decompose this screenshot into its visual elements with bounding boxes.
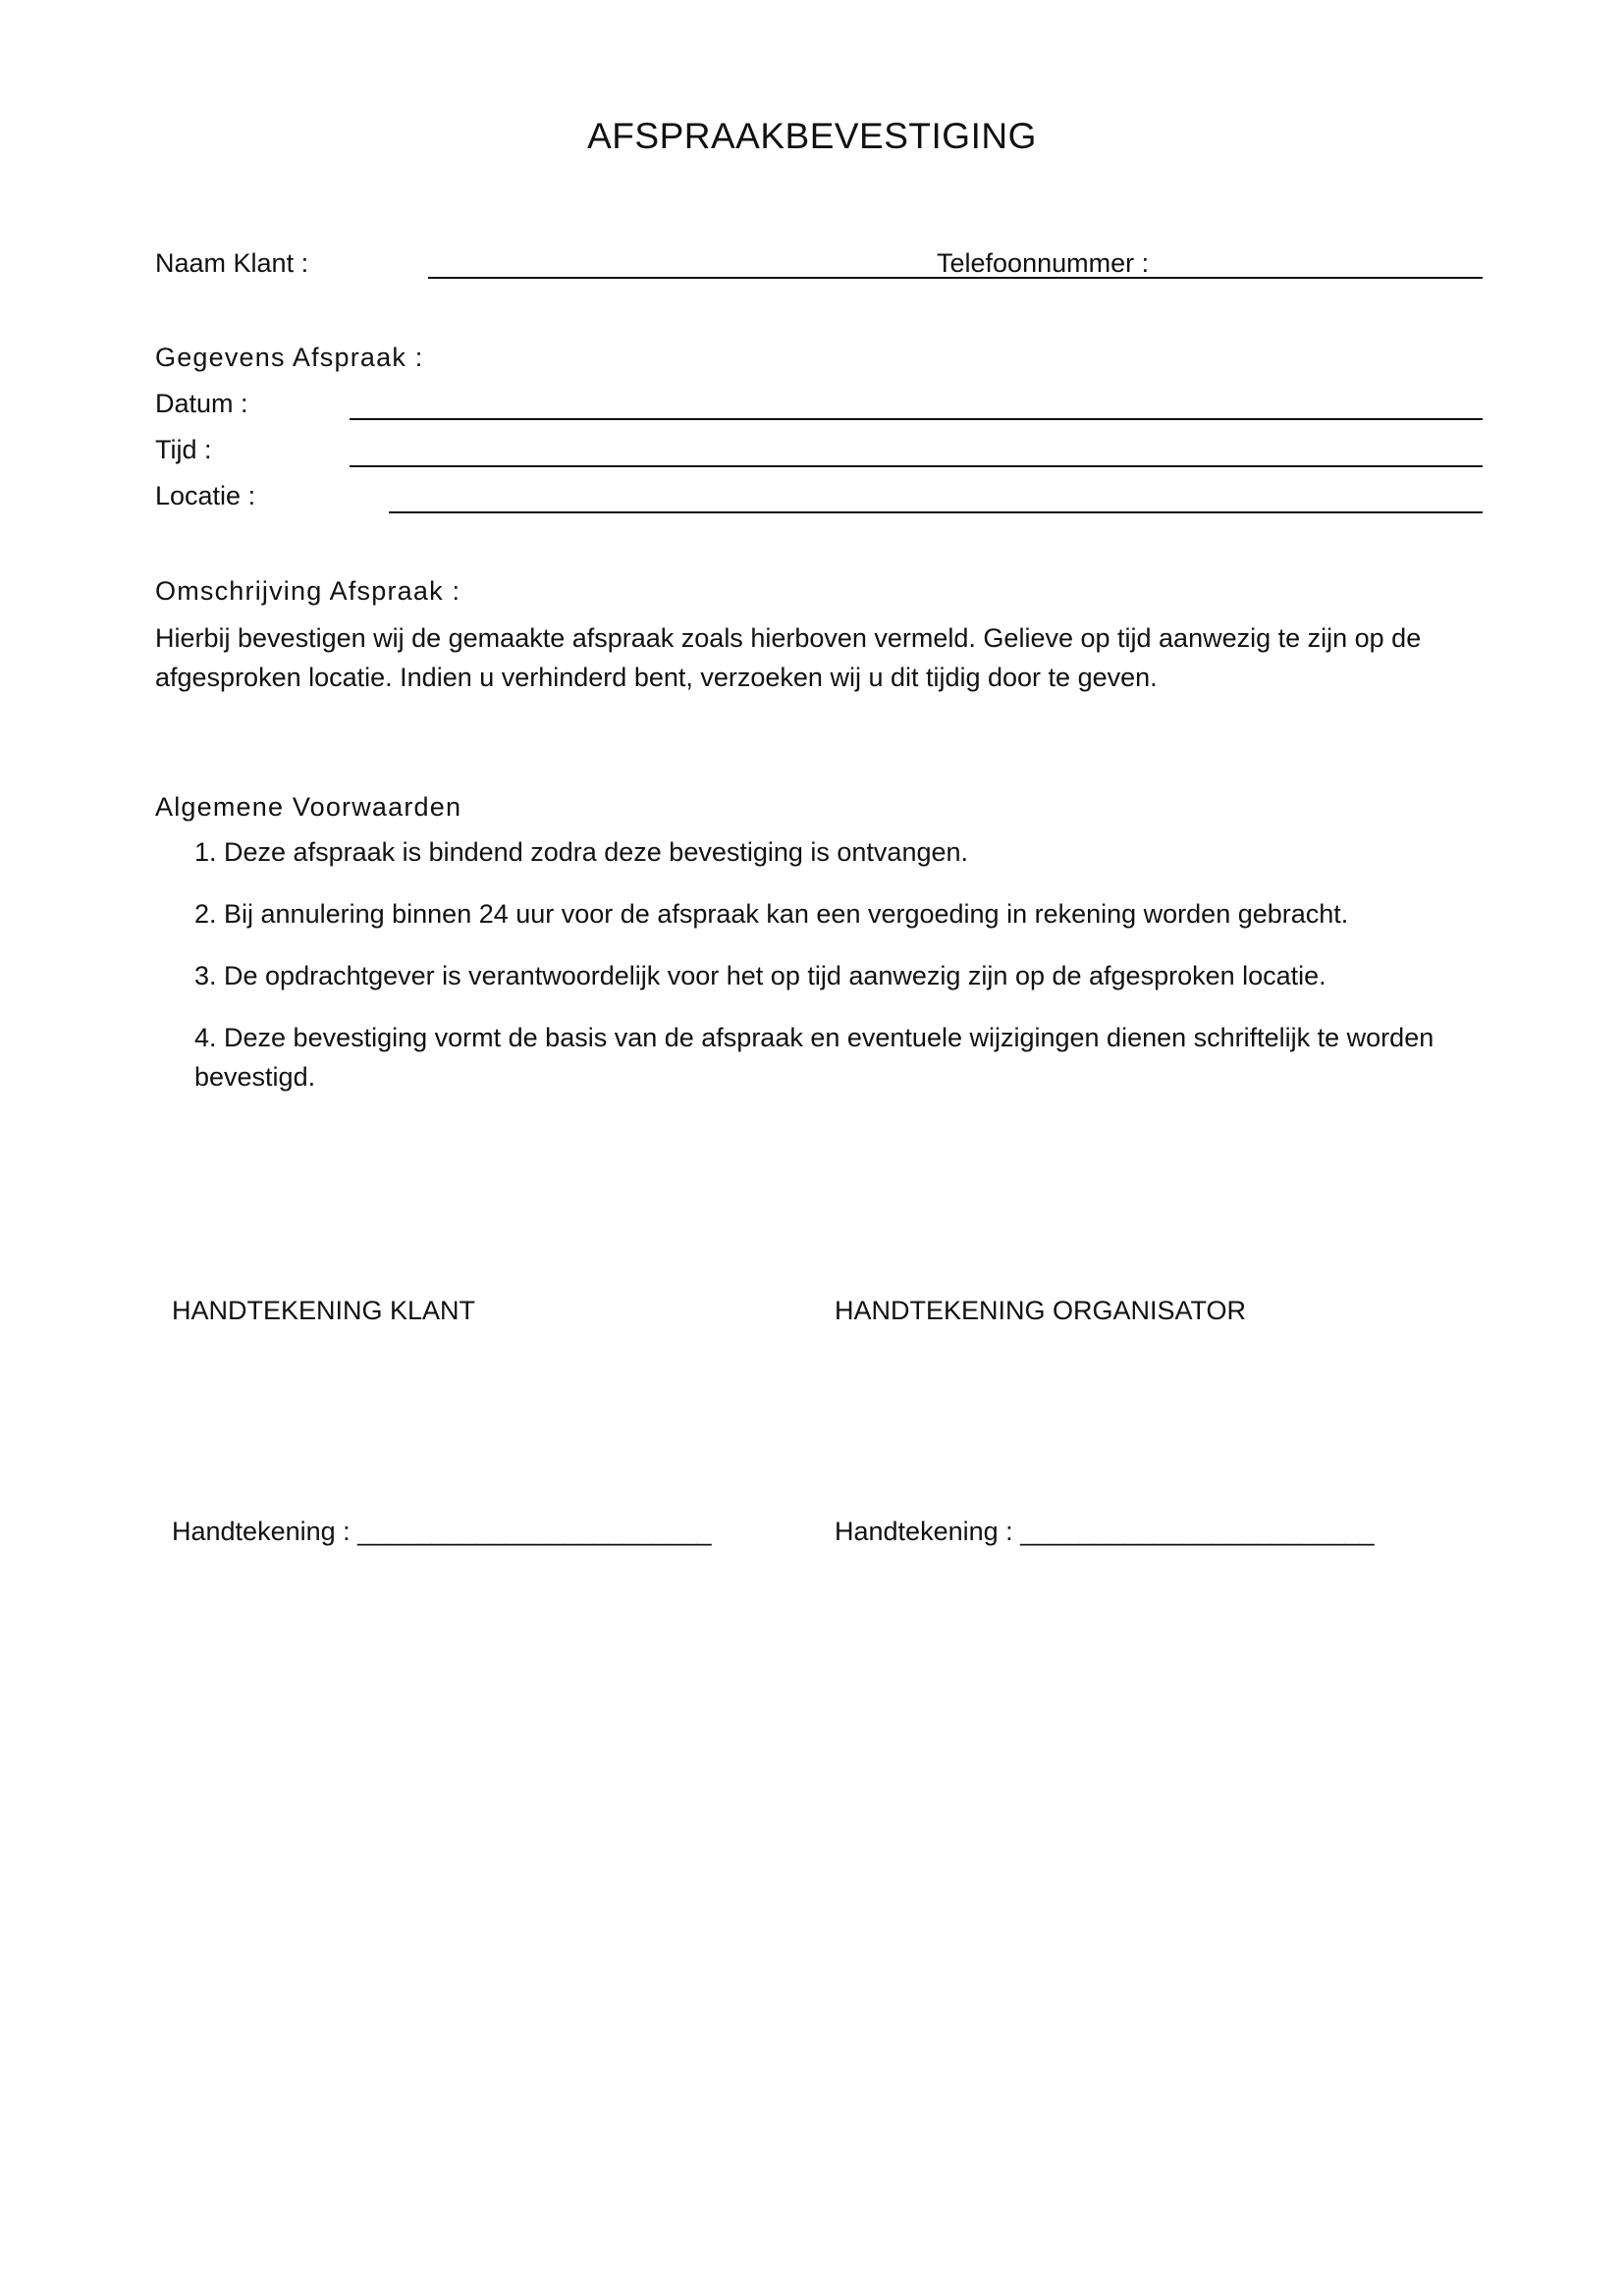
client-signature-heading: HANDTEKENING KLANT xyxy=(172,1296,476,1325)
description-text: Hierbij bevestigen wij de gemaakte afspraak zoals hierboven vermeld. Gelieve op tijd aanwezig te zijn op de afgesproken locatie. Indien u verhinderd bent, verzoeken wij u dit tijdig door te geven. xyxy=(155,623,1422,692)
document-title: AFSPRAAKBEVESTIGING xyxy=(587,116,1037,156)
location-label: Locatie : xyxy=(155,481,256,510)
appointment-heading: Gegevens Afspraak : xyxy=(155,343,424,372)
terms-item: 1. Deze afspraak is bindend zodra deze bevestiging is ontvangen. xyxy=(194,837,969,867)
terms-item: 3. De opdrachtgever is verantwoordelijk voor het op tijd aanwezig zijn op de afgesproken locatie. xyxy=(194,961,1326,990)
date-label: Datum : xyxy=(155,389,248,418)
date-field[interactable] xyxy=(350,418,1483,420)
description-heading: Omschrijving Afspraak : xyxy=(155,576,461,606)
organizer-signature-line[interactable]: Handtekening : ________________________ xyxy=(835,1517,1375,1546)
time-label: Tijd : xyxy=(155,435,212,464)
time-field[interactable] xyxy=(350,465,1483,467)
client-name-label: Naam Klant : xyxy=(155,248,309,278)
terms-item: 2. Bij annulering binnen 24 uur voor de afspraak kan een vergoeding in rekening worden gebracht. xyxy=(194,899,1349,929)
location-field[interactable] xyxy=(389,511,1483,513)
client-signature-line[interactable]: Handtekening : ________________________ xyxy=(172,1517,712,1546)
terms-list xyxy=(155,832,1490,1119)
terms-item: 4. Deze bevestiging vormt de basis van de afspraak en eventuele wijzigingen dienen schriftelijk te worden bevestigd. xyxy=(194,1023,1435,1092)
organizer-signature-heading: HANDTEKENING ORGANISATOR xyxy=(835,1296,1247,1325)
terms-heading: Algemene Voorwaarden xyxy=(155,792,462,822)
phone-label: Telefoonnummer : xyxy=(937,248,1150,278)
